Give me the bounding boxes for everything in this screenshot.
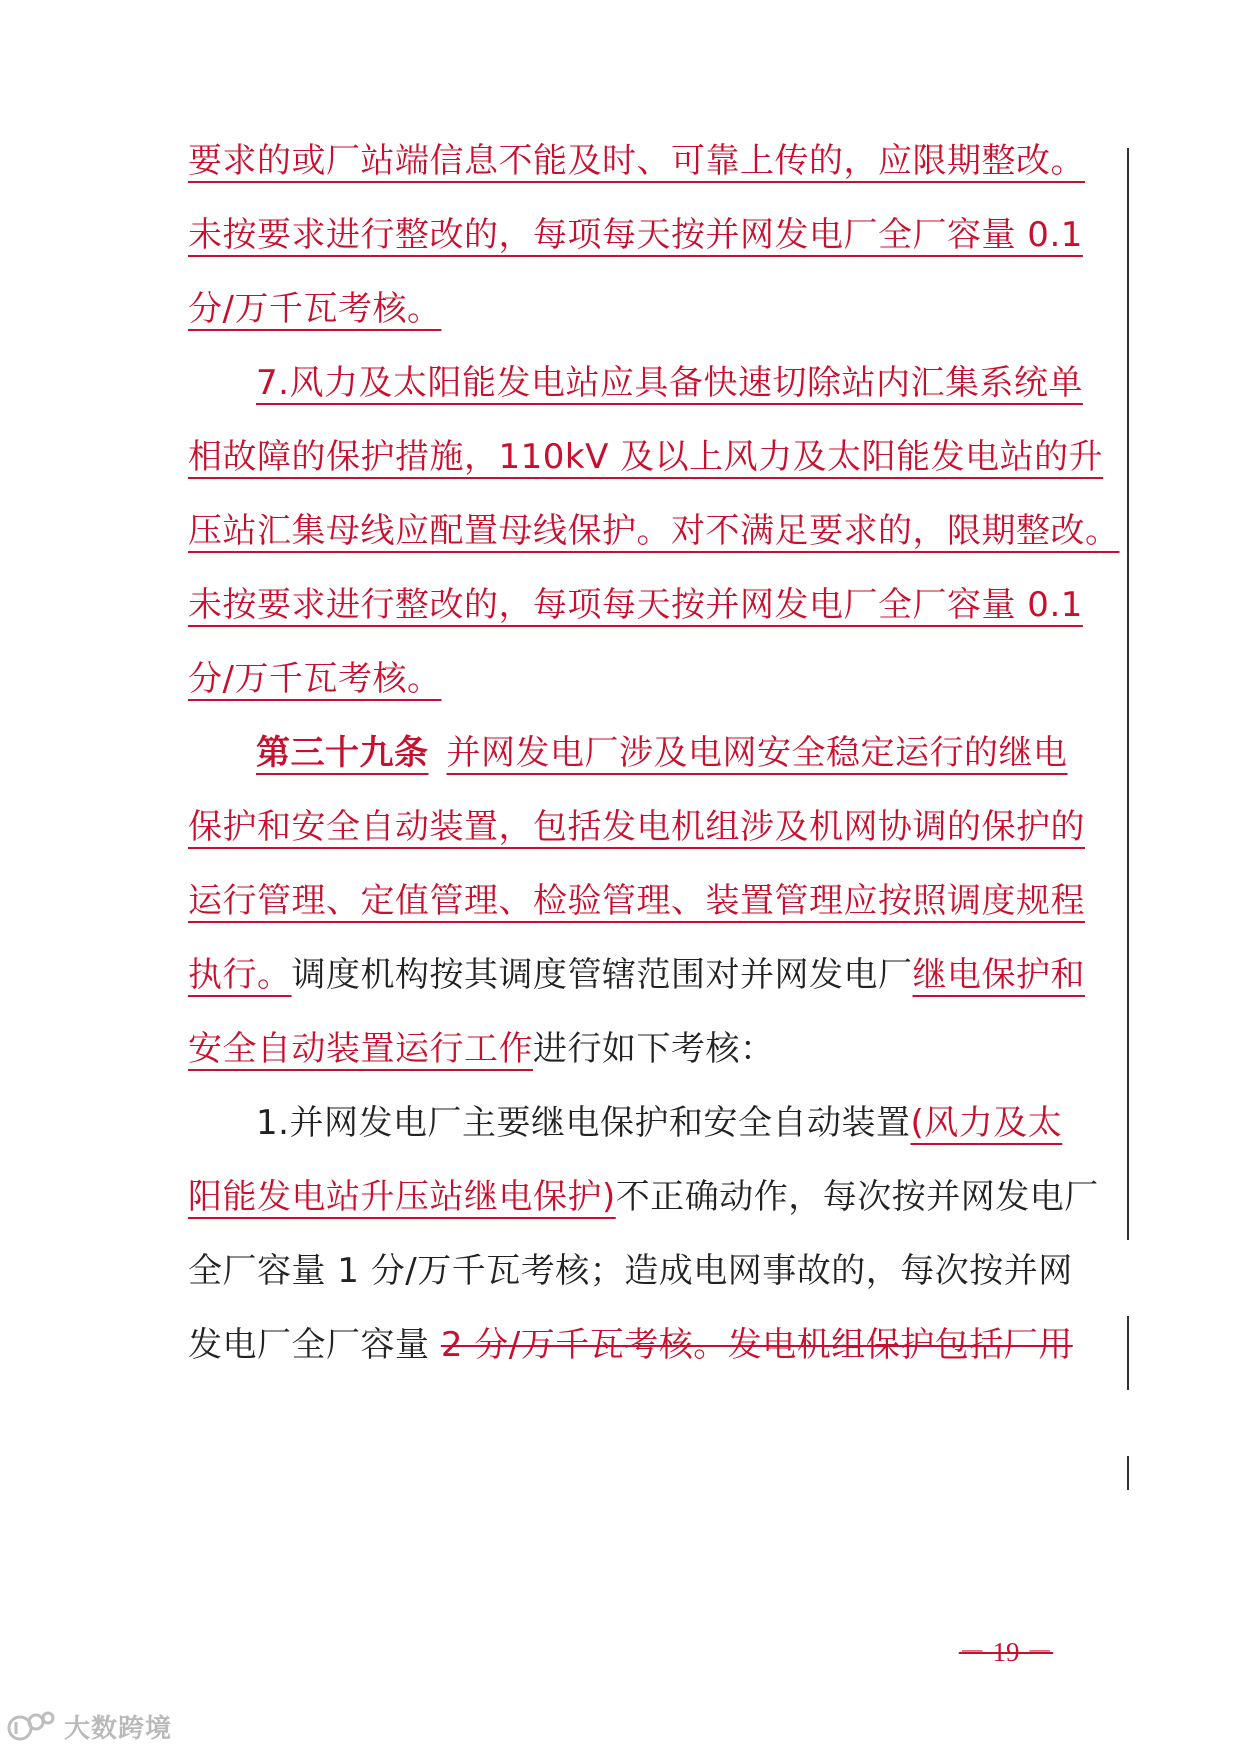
article-39-line-5	[188, 1014, 1052, 1084]
body-text: 发电厂全厂容量	[188, 1325, 441, 1365]
item-7-line-2	[188, 422, 1104, 492]
article-39-line-1	[188, 718, 1068, 788]
watermark-text: 大数跨境	[64, 1713, 173, 1744]
revised-text: 未按要求进行整改的，每项每天按并网发电厂全厂容量 0.1	[188, 215, 1083, 255]
revised-text: 要求的或厂站端信息不能及时、可靠上传的，应限期整改。	[188, 141, 1085, 181]
revised-text: (风力及太	[910, 1103, 1063, 1143]
body-text: 调度机构按其调度管辖范围对并网发电厂	[291, 955, 913, 995]
revised-text: 执行。	[188, 955, 292, 995]
deleted-text: 2 分/万千瓦考核。发电机组保护包括厂用	[440, 1325, 1073, 1365]
article-39-line-2	[188, 792, 1085, 862]
item-1-line-2	[188, 1162, 1099, 1232]
revision-change-bar	[1127, 1456, 1129, 1490]
article-39-line-4	[188, 940, 1085, 1010]
revised-text: 相故障的保护措施，110kV 及以上风力及太阳能发电站的升	[188, 437, 1104, 477]
item-1-line-3	[188, 1236, 1073, 1306]
item-1-line-1	[188, 1088, 1063, 1158]
body-text: 不正确动作，每次按并网发电厂	[615, 1177, 1099, 1217]
paragraph-1-line-1	[188, 126, 1085, 196]
revised-text: 7.风力及太阳能发电站应具备快速切除站内汇集系统单	[256, 363, 1083, 403]
revised-text: 继电保护和	[912, 955, 1085, 995]
article-39-line-3	[188, 866, 1085, 936]
revision-change-bar	[1127, 1316, 1129, 1390]
item-7-line-5	[188, 644, 1052, 714]
item-7-line-4	[188, 570, 1083, 640]
revision-change-bar	[1127, 148, 1129, 1240]
revised-text: 运行管理、定值管理、检验管理、装置管理应按照调度规程	[188, 881, 1085, 921]
revised-text: 保护和安全自动装置，包括发电机组涉及机网协调的保护的	[188, 807, 1085, 847]
paragraph-1-line-3	[188, 274, 1052, 344]
revised-text: 分/万千瓦考核。	[188, 289, 442, 329]
watermark-logo-icon	[6, 1708, 58, 1744]
page-number: － 19 －	[958, 1637, 1054, 1667]
item-1-line-4	[188, 1310, 1073, 1380]
body-text: 1.并网发电厂主要继电保护和安全自动装置	[256, 1103, 911, 1143]
revised-text: 分/万千瓦考核。	[188, 659, 442, 699]
watermark	[6, 1706, 172, 1746]
revised-text: 未按要求进行整改的，每项每天按并网发电厂全厂容量 0.1	[188, 585, 1083, 625]
article-heading: 第三十九条	[256, 733, 429, 773]
revised-text: 并网发电厂涉及电网安全稳定运行的继电	[446, 733, 1068, 773]
revised-text: 安全自动装置运行工作	[188, 1029, 533, 1069]
body-text: 进行如下考核：	[533, 1029, 775, 1069]
item-7-line-1	[188, 348, 1083, 418]
paragraph-1-line-2	[188, 200, 1083, 270]
item-7-line-3	[188, 496, 1120, 566]
revised-text: 压站汇集母线应配置母线保护。对不满足要求的，限期整改。	[188, 511, 1120, 551]
revised-text: 阳能发电站升压站继电保护)	[188, 1177, 616, 1217]
body-text: 全厂容量 1 分/万千瓦考核；造成电网事故的，每次按并网	[188, 1251, 1073, 1291]
